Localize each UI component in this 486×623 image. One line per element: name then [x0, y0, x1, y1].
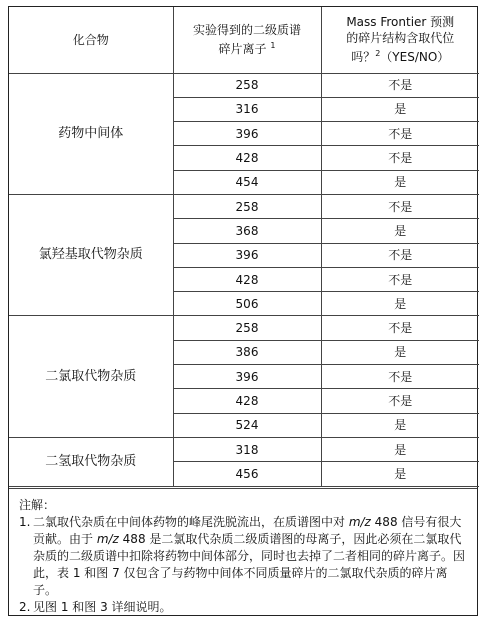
header-prediction-line2: 的碎片结构含取代位: [346, 31, 455, 46]
header-fragment-line1: 实验得到的二级质谱: [192, 23, 301, 38]
ion-cell: 524: [173, 413, 321, 437]
note-2-number: 2.: [19, 600, 31, 614]
answer-cell: 是: [321, 219, 479, 243]
answer-cell: 是: [321, 340, 479, 364]
answer-cell: 不是: [321, 243, 479, 267]
footnote-ref-2: 2: [375, 49, 381, 59]
ion-cell: 428: [173, 267, 321, 291]
table-row: [9, 194, 479, 218]
header-fragment-ions: [173, 7, 321, 73]
note-1-text: [33, 514, 467, 599]
notes-section: [9, 488, 477, 616]
compound-cell: [9, 194, 173, 315]
answer-cell: 是: [321, 292, 479, 316]
footnote-ref-1: 1: [270, 41, 276, 51]
answer-cell: 不是: [321, 73, 479, 97]
answer-cell: 不是: [321, 316, 479, 340]
answer-cell: 不是: [321, 389, 479, 413]
answer-cell: 是: [321, 170, 479, 194]
table-row: [9, 316, 479, 340]
compound-name: 二氯取代物杂质: [45, 368, 137, 384]
compound-cell: [9, 437, 173, 486]
compound-name: 氯羟基取代物杂质: [38, 247, 143, 263]
ion-cell: 258: [173, 316, 321, 340]
ion-cell: 428: [173, 389, 321, 413]
header-prediction: [321, 7, 479, 73]
answer-cell: 不是: [321, 267, 479, 291]
answer-cell: 不是: [321, 122, 479, 146]
answer-cell: 是: [321, 413, 479, 437]
answer-cell: 不是: [321, 365, 479, 389]
header-compound-label: 化合物: [72, 32, 109, 47]
answer-cell: 是: [321, 97, 479, 121]
header-fragment-line2: 碎片离子: [218, 42, 267, 57]
compound-cell: [9, 73, 173, 194]
answer-cell: 不是: [321, 146, 479, 170]
note-2: [19, 599, 467, 616]
ion-cell: 258: [173, 73, 321, 97]
fragment-ion-table: [9, 7, 479, 487]
ion-cell: 454: [173, 170, 321, 194]
note-2-text: 见图 1 和图 3 详细说明。: [33, 600, 172, 614]
ion-cell: 396: [173, 365, 321, 389]
table-row: [9, 437, 479, 461]
mz-label: m/z: [96, 532, 119, 546]
compound-name: 二氢取代物杂质: [45, 453, 137, 469]
header-prediction-yesno: （YES/NO）: [380, 50, 450, 65]
compound-name: 药物中间体: [58, 125, 124, 141]
note-1-part-a: 二氯取代杂质在中间体药物的峰尾洗脱流出，在质谱图中对: [33, 515, 349, 529]
mz-label: m/z: [348, 515, 371, 529]
ion-cell: 316: [173, 97, 321, 121]
table-row: [9, 73, 479, 97]
ion-cell: 368: [173, 219, 321, 243]
table-header-row: [9, 7, 479, 73]
note-1-part-c: 488 是二氯取代杂质二级质谱图的母离子，因此必须在二氯取代杂质的二级质谱中扣除将药物中间体部分，同时也去掉了二者相同的碎片离子。因此，表 1 和图 7 仅包含了与药物中间体不同质量碎片的二氯取代杂质的碎片离子。: [33, 532, 466, 597]
ion-cell: 506: [173, 292, 321, 316]
answer-cell: 是: [321, 437, 479, 461]
notes-title: 注解：: [19, 498, 56, 512]
note-1: [19, 514, 467, 599]
ion-cell: 428: [173, 146, 321, 170]
ion-cell: 396: [173, 243, 321, 267]
ion-cell: 386: [173, 340, 321, 364]
header-compound: [9, 7, 173, 73]
data-table-panel: [8, 6, 478, 616]
ion-cell: 456: [173, 462, 321, 486]
answer-cell: 不是: [321, 194, 479, 218]
note-1-part-b: 488 信号有很大贡献。由于: [33, 515, 462, 546]
header-prediction-line1: Mass Frontier 预测: [346, 15, 455, 30]
ion-cell: 396: [173, 122, 321, 146]
compound-cell: [9, 316, 173, 437]
ion-cell: 258: [173, 194, 321, 218]
header-prediction-line3: 吗？: [351, 50, 376, 65]
answer-cell: 是: [321, 462, 479, 486]
ion-cell: 318: [173, 437, 321, 461]
note-1-number: 1.: [19, 515, 31, 529]
